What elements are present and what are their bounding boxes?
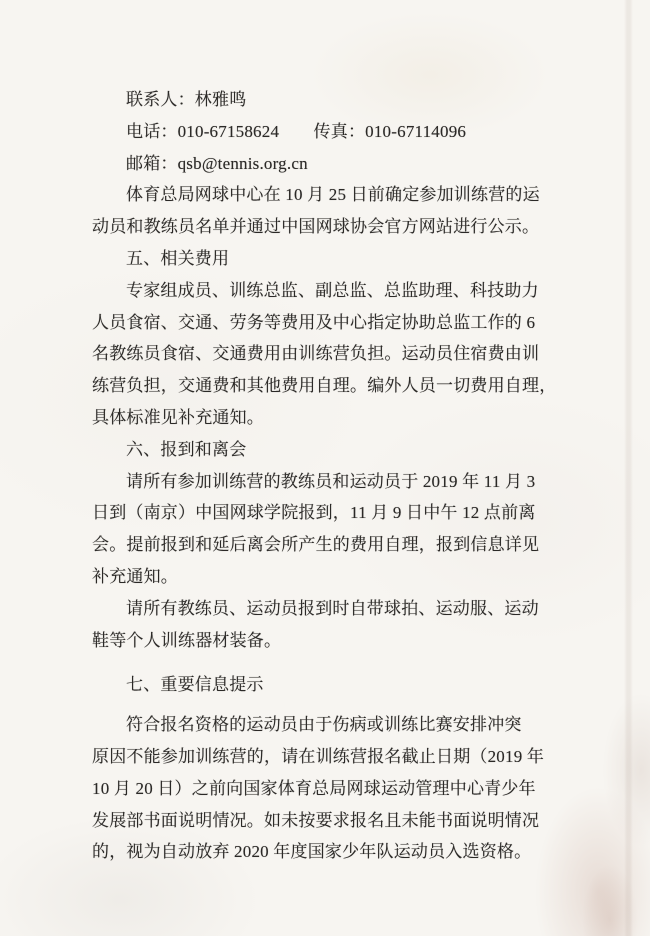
section-7-heading: 七、重要信息提示 bbox=[126, 675, 264, 695]
contact-person-line: 联系人：林雅鸣 bbox=[126, 90, 247, 109]
notice-paragraph-line-2: 原因不能参加训练营的，请在训练营报名截止日期（2019 年 bbox=[92, 746, 545, 766]
equipment-paragraph-line-1: 请所有教练员、运动员报到时自带球拍、运动服、运动 bbox=[126, 598, 539, 618]
notice-paragraph-line-4: 发展部书面说明情况。如未按要求报名且未能书面说明情况 bbox=[92, 810, 540, 830]
fees-paragraph-line-5: 具体标准见补充通知。 bbox=[92, 407, 264, 427]
fees-paragraph-line-2: 人员食宿、交通、劳务等费用及中心指定协助总监工作的 6 bbox=[92, 312, 536, 332]
fees-paragraph-line-3: 名教练员食宿、交通费用由训练营负担。运动员住宿费由训 bbox=[92, 344, 540, 364]
checkin-paragraph-line-2: 日到（南京）中国网球学院报到，11 月 9 日中午 12 点前离 bbox=[92, 503, 536, 523]
equipment-paragraph-line-2: 鞋等个人训练器材装备。 bbox=[92, 630, 282, 650]
notice-paragraph-line-5: 的，视为自动放弃 2020 年度国家少年队运动员入选资格。 bbox=[92, 842, 532, 862]
section-5-heading: 五、相关费用 bbox=[126, 248, 230, 268]
contact-email-line: 邮箱：qsb@tennis.org.cn bbox=[126, 153, 308, 173]
fees-paragraph-line-4: 练营负担，交通费和其他费用自理。编外人员一切费用自理， bbox=[92, 376, 557, 396]
notice-paragraph-line-3: 10 月 20 日）之前向国家体育总局网球运动管理中心青少年 bbox=[92, 778, 536, 798]
contact-phone-fax-line: 电话：010-67158624 传真：010-67114096 bbox=[126, 121, 467, 141]
fees-paragraph-line-1: 专家组成员、训练总监、副总监、总监助理、科技助力 bbox=[126, 280, 539, 300]
notice-paragraph-line-1: 符合报名资格的运动员由于伤病或训练比赛安排冲突 bbox=[126, 715, 522, 735]
checkin-paragraph-line-3: 会。提前报到和延后离会所产生的费用自理，报到信息详见 bbox=[92, 535, 540, 555]
section-6-heading: 六、报到和离会 bbox=[126, 439, 247, 459]
checkin-paragraph-line-1: 请所有参加训练营的教练员和运动员于 2019 年 11 月 3 bbox=[126, 471, 536, 491]
publicity-paragraph-line-2: 动员和教练员名单并通过中国网球协会官方网站进行公示。 bbox=[92, 217, 540, 237]
publicity-paragraph-line-1: 体育总局网球中心在 10 月 25 日前确定参加训练营的运 bbox=[126, 185, 540, 205]
checkin-paragraph-line-4: 补充通知。 bbox=[92, 566, 178, 586]
document-body bbox=[92, 84, 572, 868]
